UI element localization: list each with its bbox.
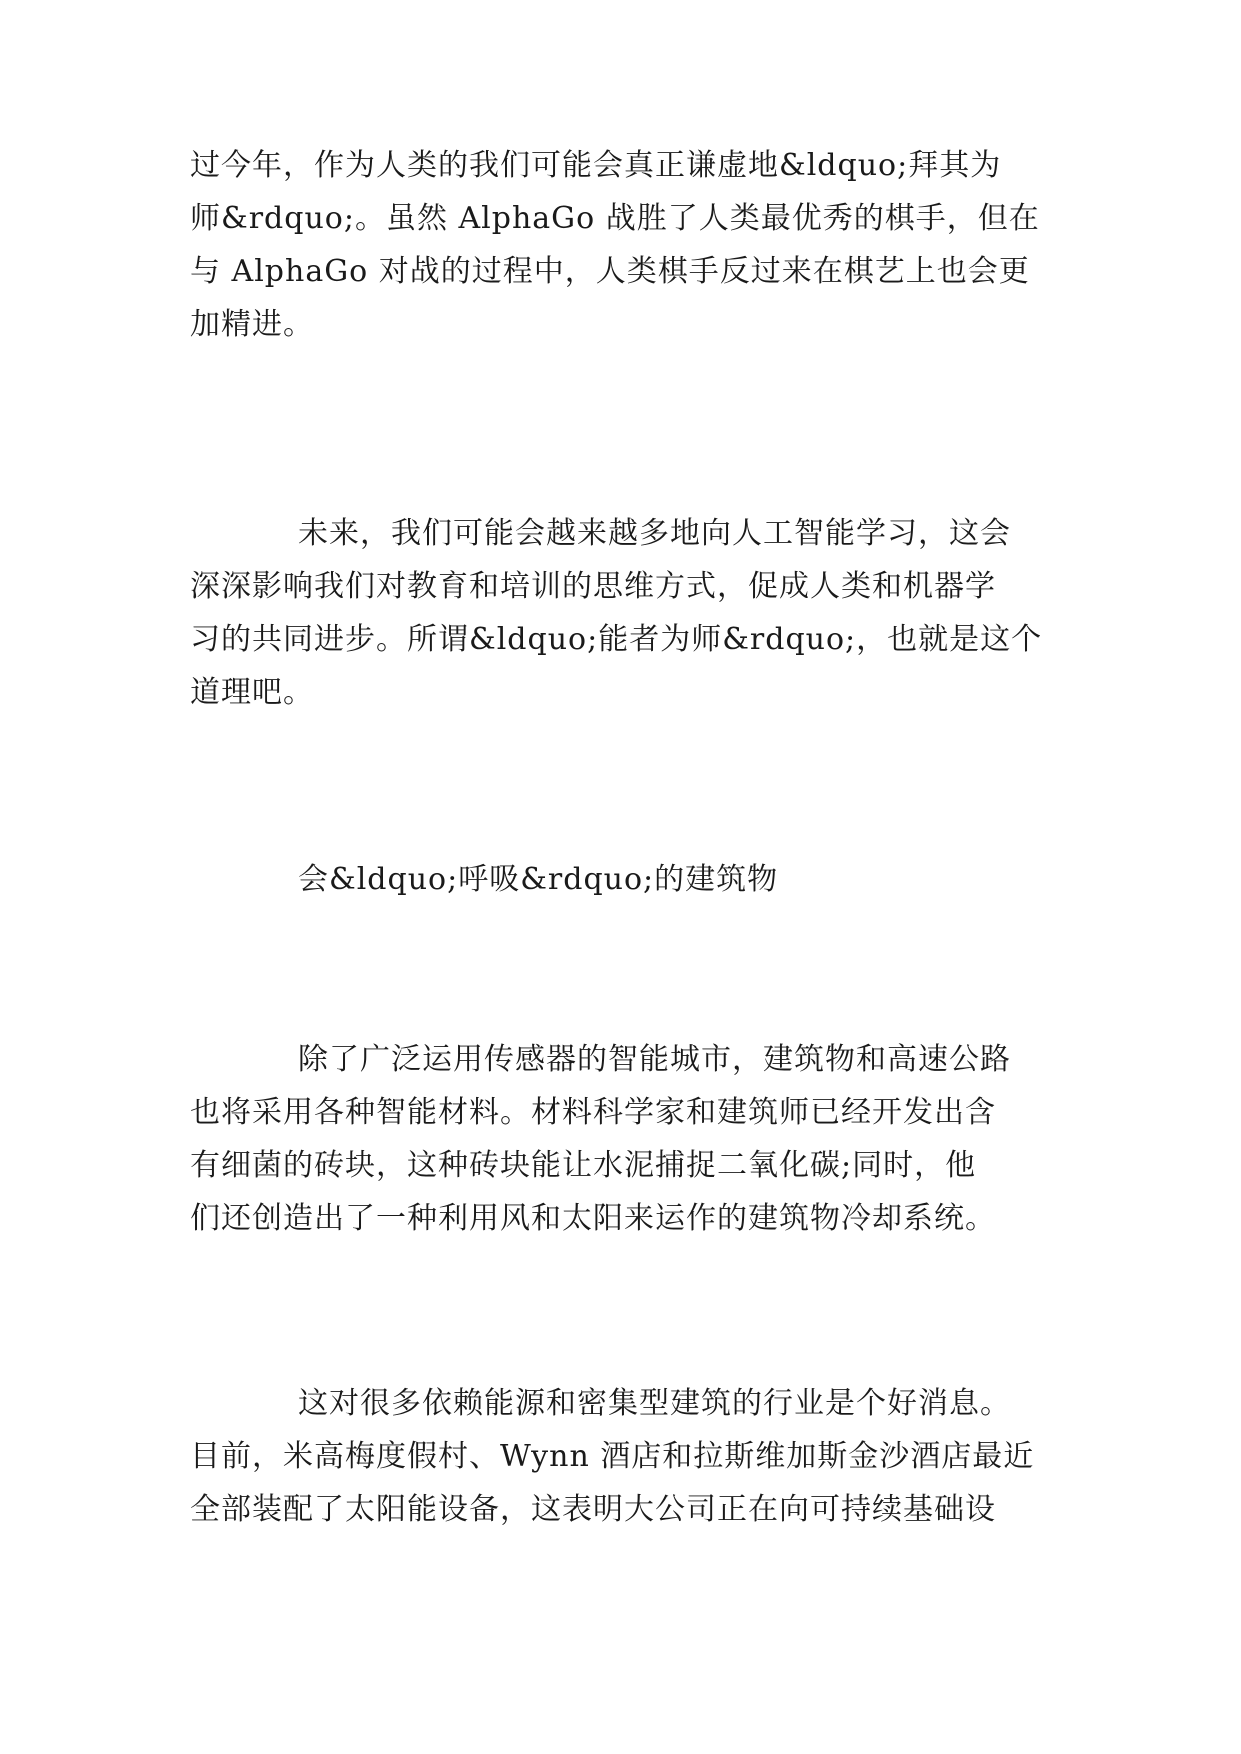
paragraph-line: 这对很多依赖能源和密集型建筑的行业是个好消息。 bbox=[298, 1386, 1011, 1421]
paragraph-line: 道理吧。 bbox=[190, 675, 314, 710]
paragraph-line: 有细菌的砖块，这种砖块能让水泥捕捉二氧化碳;同时，他 bbox=[190, 1148, 977, 1183]
paragraph-line: 加精进。 bbox=[190, 307, 314, 342]
paragraph-line: 习的共同进步。所谓&ldquo;能者为师&rdquo;，也就是这个 bbox=[190, 622, 1043, 657]
paragraph-line: 也将采用各种智能材料。材料科学家和建筑师已经开发出含 bbox=[190, 1095, 996, 1130]
paragraph-line: 师&rdquo;。虽然 AlphaGo 战胜了人类最优秀的棋手，但在 bbox=[190, 201, 1040, 236]
paragraph-line: 除了广泛运用传感器的智能城市，建筑物和高速公路 bbox=[298, 1042, 1011, 1077]
paragraph-line: 深深影响我们对教育和培训的思维方式，促成人类和机器学 bbox=[190, 569, 996, 604]
paragraph-line: 全部装配了太阳能设备，这表明大公司正在向可持续基础设 bbox=[190, 1492, 996, 1527]
paragraph-line: 们还创造出了一种利用风和太阳来运作的建筑物冷却系统。 bbox=[190, 1201, 996, 1236]
section-heading: 会&ldquo;呼吸&rdquo;的建筑物 bbox=[298, 862, 779, 897]
paragraph-line: 目前，米高梅度假村、Wynn 酒店和拉斯维加斯金沙酒店最近 bbox=[190, 1439, 1035, 1474]
paragraph-line: 过今年，作为人类的我们可能会真正谦虚地&ldquo;拜其为 bbox=[190, 148, 1002, 183]
paragraph-line: 未来，我们可能会越来越多地向人工智能学习，这会 bbox=[298, 516, 1011, 551]
paragraph-line: 与 AlphaGo 对战的过程中，人类棋手反过来在棋艺上也会更 bbox=[190, 254, 1030, 289]
